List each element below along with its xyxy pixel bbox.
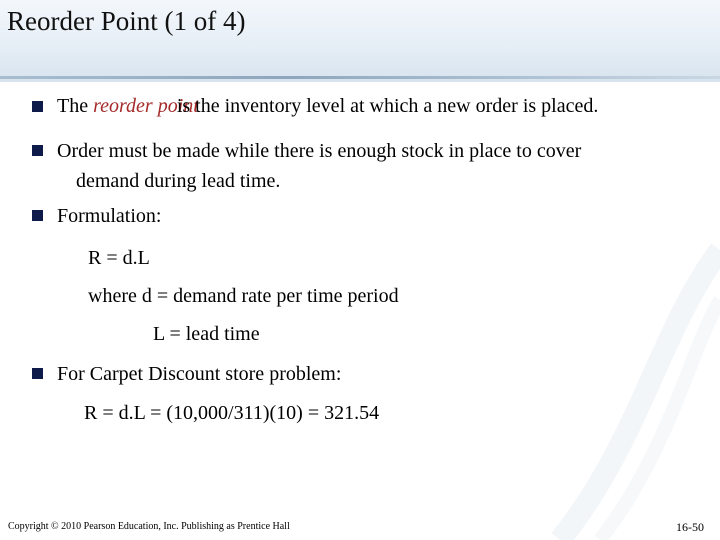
- bullet-4-text: For Carpet Discount store problem:: [57, 363, 342, 385]
- bullet-2-line-1: Order must be made while there is enough stock in place to cover: [57, 140, 582, 162]
- slide-title: Reorder Point (1 of 4): [7, 6, 246, 36]
- bullet-2-line-2: demand during lead time.: [76, 170, 281, 192]
- carpet-equation: R = d.L = (10,000/311)(10) = 321.54: [84, 402, 380, 424]
- bullet-marker: [32, 368, 43, 379]
- bullet-marker: [32, 101, 43, 112]
- bullet-marker: [32, 210, 43, 221]
- reorder-point-term: reorder point: [93, 95, 199, 117]
- formula-where-d: where d = demand rate per time period: [88, 285, 399, 307]
- footer-copyright: Copyright © 2010 Pearson Education, Inc. Publishing as Prentice Hall: [8, 521, 290, 532]
- bullet-3-text: Formulation:: [57, 205, 162, 227]
- bullet-1-post: is the inventory level at which a new order is placed.: [176, 95, 599, 117]
- bullet-1-text: [57, 94, 598, 118]
- formula-equation: R = d.L: [88, 247, 150, 269]
- page-number: 16-50: [676, 520, 704, 534]
- bullet-1-pre: The: [57, 95, 94, 117]
- formula-where-l: L = lead time: [153, 323, 260, 345]
- bullet-marker: [32, 145, 43, 156]
